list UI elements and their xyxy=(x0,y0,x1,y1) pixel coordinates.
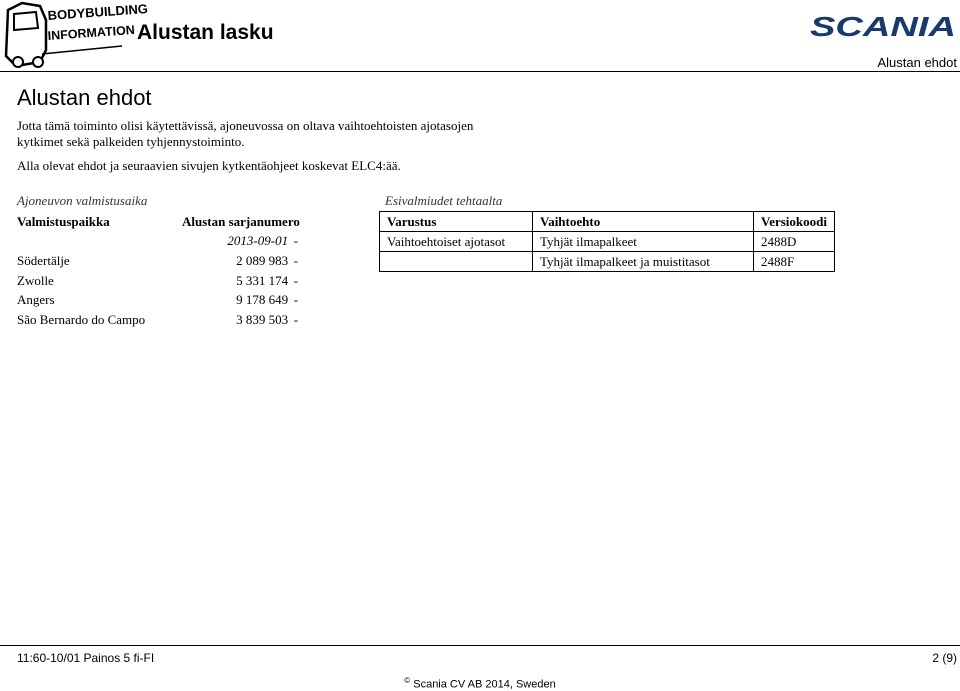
logo-text-line2: INFORMATION xyxy=(47,22,136,43)
equipment-table-caption: Esivalmiudet tehtaalta xyxy=(385,193,503,208)
scania-logo xyxy=(808,12,958,40)
option-cell: Tyhjät ilmapalkeet xyxy=(533,232,754,252)
table-row xyxy=(380,232,835,252)
table-row xyxy=(17,232,302,252)
scania-logo-text: SCANIA xyxy=(810,11,956,42)
table-row xyxy=(17,310,302,330)
table-row xyxy=(17,271,302,291)
dash-cell: - xyxy=(293,292,299,308)
equipment-cell: Vaihtoehtoiset ajotasot xyxy=(380,232,533,252)
truck-wheel-icon xyxy=(13,57,23,67)
production-table-caption: Ajoneuvon valmistusaika xyxy=(17,193,148,208)
conditions-paragraph: Alla olevat ehdot ja seuraavien sivujen kytkentäohjeet koskevat ELC4:ää. xyxy=(17,158,401,173)
dash-cell: - xyxy=(293,233,299,249)
version-code-cell: 2488D xyxy=(754,232,835,252)
table-row xyxy=(17,251,302,271)
place-cell: Zwolle xyxy=(17,272,54,288)
column-header-equipment: Varustus xyxy=(380,212,533,232)
column-header-version-code: Versiokoodi xyxy=(754,212,835,232)
section-title: Alustan ehdot xyxy=(17,85,152,110)
column-header-serial: Alustan sarjanumero xyxy=(182,213,300,229)
serial-cell: 9 178 649 xyxy=(236,292,289,308)
serial-cell: 5 331 174 xyxy=(236,272,289,288)
copyright-text: Scania CV AB 2014, Sweden xyxy=(413,678,556,691)
bodybuilding-information-logo xyxy=(2,0,149,74)
equipment-table xyxy=(379,211,835,272)
equipment-cell xyxy=(380,252,533,272)
table-row xyxy=(380,252,835,272)
place-cell: Angers xyxy=(17,292,55,308)
dash-cell: - xyxy=(293,311,299,327)
date-cell: 2013-09-01 xyxy=(227,233,289,249)
dash-cell: - xyxy=(293,252,299,268)
copyright xyxy=(0,676,960,691)
column-header-place: Valmistuspaikka xyxy=(17,213,110,229)
copyright-symbol: © xyxy=(404,676,411,685)
page-title: Alustan lasku xyxy=(137,21,274,44)
table-row xyxy=(17,290,302,310)
option-cell: Tyhjät ilmapalkeet ja muistitasot xyxy=(533,252,754,272)
production-table xyxy=(17,212,302,330)
serial-cell: 3 839 503 xyxy=(236,311,289,327)
serial-cell: 2 089 983 xyxy=(236,252,289,268)
page-number: 2 (9) xyxy=(932,651,957,665)
column-header-option: Vaihtoehto xyxy=(533,212,754,232)
version-code-cell: 2488F xyxy=(754,252,835,272)
footer-divider xyxy=(0,645,960,646)
document-id: 11:60-10/01 Painos 5 fi-FI xyxy=(17,651,155,665)
truck-window-icon xyxy=(14,12,38,30)
truck-wheel-icon xyxy=(33,57,43,67)
place-cell xyxy=(17,232,182,252)
place-cell: São Bernardo do Campo xyxy=(17,311,146,327)
table-header-row xyxy=(17,212,302,232)
dash-cell: - xyxy=(293,272,299,288)
header-section-label: Alustan ehdot xyxy=(877,55,957,70)
place-cell: Södertälje xyxy=(17,252,70,268)
logo-text-line1: BODYBUILDING xyxy=(47,1,149,23)
table-header-row xyxy=(380,212,835,232)
intro-paragraph: Jotta tämä toiminto olisi käytettävissä, ajoneuvossa on oltava vaihtoehtoisten ajotasojen kytkimet sekä palkeiden tyhjennystoiminto. xyxy=(17,118,474,149)
header-divider xyxy=(0,71,960,72)
